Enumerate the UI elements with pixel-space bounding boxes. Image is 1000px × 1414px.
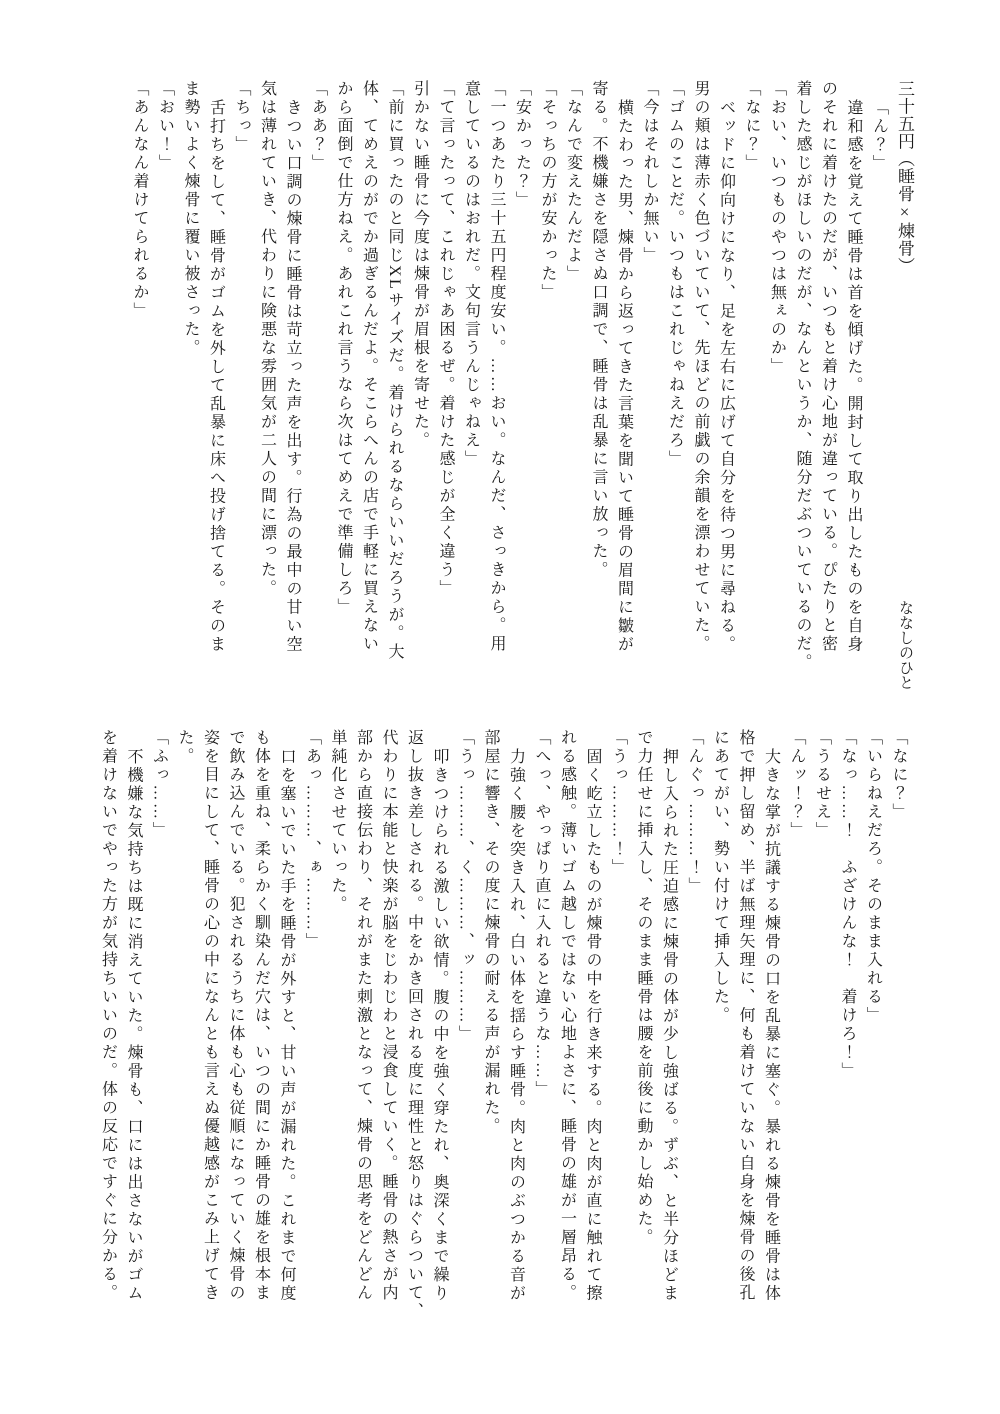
text-line: のそれに着けたのだが、いつもと着け心地が違っている。ぴたりと密 [819, 80, 837, 654]
text-line: 「て言ったって、これじゃあ困るぜ。着けた感じが全く違う」 [437, 80, 454, 598]
text-line: にあてがい、勢い付けて挿入した。 [711, 729, 729, 1025]
text-line: 「へっ、やっぱり直に入れると違うな……」 [533, 729, 550, 1099]
title-column [892, 80, 918, 690]
text-line: 代わりに本能と快楽が脳をじわじわと浸食していく。睡骨の熱さが内 [380, 729, 397, 1303]
text-line: 気は薄れていき、代わりに険悪な雰囲気が二人の間に漂った。 [258, 80, 276, 598]
text-line: 「うるせえ」 [813, 729, 831, 840]
text-line: た。 [176, 729, 193, 766]
text-line: 格で押し留め、半ば無理矢理に、何も着けていない自身を煉骨の後孔 [737, 729, 754, 1303]
text-line: 固く屹立したものが煉骨の中を行き来する。肉と肉が直に触れて擦 [584, 747, 601, 1303]
text-line: 「いらねえだろ。そのまま入れる」 [864, 729, 882, 1025]
text-line: 「なんで変えたんだよ」 [564, 80, 582, 284]
text-line: 叩きつけられる激しい欲情。腹の中を強く穿たれ、奥深くまで繰り [431, 747, 448, 1303]
text-line: きつい口調の煉骨に睡骨は苛立った声を出す。行為の最中の甘い空 [284, 98, 301, 654]
text-line: 男の頬は薄赤く色づいていて、先ほどの前戯の余韻を漂わせていた。 [692, 80, 709, 654]
text-line: 「ゴムのことだ。いつもはこれじゃねえだろ」 [666, 80, 684, 469]
text-line: 寄る。不機嫌さを隠さぬ口調で、睡骨は乱暴に言い放った。 [590, 80, 607, 580]
text-line: 力強く腰を突き入れ、白い体を揺らす睡骨。肉と肉のぶつかる音が [507, 747, 525, 1303]
text-line: 着した感じがほしいのだが、なんというか、随分だぶついているのだ。 [794, 80, 811, 672]
text-line: 「なに？」 [743, 80, 760, 173]
text-line: 「あっ………、ぁ………」 [303, 729, 321, 951]
title-author-spacer [892, 275, 918, 601]
text-line: ベッドに仰向けになり、足を左右に広げて自分を待つ男に尋ねる。 [717, 98, 735, 654]
text-line: れる感触。薄いゴム越しではない心地よさに、睡骨の雄が一層昂る。 [558, 729, 576, 1303]
text-line: 「なに？」 [890, 729, 907, 822]
text-line: 口を塞いでいた手を睡骨が外すと、甘い声が漏れた。これまで何度 [278, 747, 295, 1303]
text-line: 「あんなん着けてられるか」 [131, 80, 148, 321]
text-line: 部から直接伝わり、それがまた刺激となって、煉骨の思考をどんどん [354, 729, 372, 1303]
text-line: から面倒で仕方ねえ。あれこれ言うなら次はてめえで準備しろ」 [335, 80, 352, 617]
text-line: 違和感を覚えて睡骨は首を傾げた。開封して取り出したものを自身 [845, 98, 862, 654]
text-line: ま勢いよく煉骨に覆い被さった。 [182, 80, 199, 358]
text-line: 「安かった？」 [513, 80, 531, 210]
text-line: 「おい、いつものやつは無ぇのか」 [768, 80, 786, 376]
text-line: 大きな掌が抗議する煉骨の口を乱暴に塞ぐ。暴れる煉骨を睡骨は体 [762, 747, 780, 1303]
text-line: 「そっちの方が安かった」 [539, 80, 556, 302]
text-line: 「ちっ」 [233, 80, 250, 154]
text-line: 不機嫌な気持ちは既に消えていた。煉骨も、口には出さないがゴム [125, 747, 142, 1303]
story-author: ななしのひと [897, 600, 913, 690]
story-section-continuation [95, 729, 911, 1339]
text-line: で飲み込んでいる。犯されるうちに体も心も従順になっていく煉骨の [227, 729, 244, 1303]
text-line: を着けないでやった方が気持ちいいのだ。体の反応ですぐに分かる。 [99, 729, 117, 1303]
text-line: で力任せに挿入し、そのまま睡骨は腰を前後に動かし始めた。 [635, 729, 652, 1247]
text-line: 単純化させていった。 [329, 729, 346, 914]
text-line: 「うっ………！」 [609, 729, 627, 877]
text-line: 姿を目にして、睡骨の心の中になんとも言えぬ優越感がこみ上げてき [201, 729, 219, 1303]
text-line: 「んぐっ………！」 [686, 729, 703, 896]
story-section-opening [127, 80, 918, 690]
text-line: 「今はそれしか無い」 [641, 80, 658, 265]
text-line: 「おい！」 [156, 80, 174, 173]
text-line: 「ああ？」 [309, 80, 327, 173]
text-line: 「ん？」 [870, 98, 888, 173]
text-line: 「なっ……！ ふざけんな！ 着けろ！」 [839, 729, 856, 1081]
text-line: 部屋に響き、その度に煉骨の耐える声が漏れた。 [482, 729, 499, 1136]
text-line: 引かない睡骨に今度は煉骨が眉根を寄せた。 [411, 80, 429, 450]
text-line: 「ふっ……」 [150, 729, 168, 840]
text-line: 舌打ちをして、睡骨がゴムを外して乱暴に床へ投げ捨てる。そのま [207, 98, 225, 654]
text-line: 「前に買ったのと同じXLサイズだ。着けられるならいいだろうが。大 [386, 80, 403, 662]
text-line: 「んッ！？」 [788, 729, 805, 840]
text-line: 押し入られた圧迫感に煉骨の体が少し強ばる。ずぶ、と半分ほどま [660, 747, 678, 1303]
text-line: 「一つあたり三十五円程度安い。……おい。なんだ、さっきから。用 [488, 80, 505, 654]
text-line: 返し抜き差しされる。中をかき回される度に理性と怒りはぐらついて、 [405, 729, 423, 1321]
text-line: 体、てめえのがでか過ぎるんだよ。そこらへんの店で手軽に買えない [360, 80, 378, 654]
text-line: 「うっ………、く………、ッ………」 [456, 729, 474, 1044]
text-line: 意しているのはおれだ。文句言うんじゃねえ」 [462, 80, 480, 469]
text-line: も体を重ね、柔らかく馴染んだ穴は、いつの間にか睡骨の雄を根本ま [252, 729, 270, 1303]
text-line: 横たわった男、煉骨から返ってきた言葉を聞いて睡骨の眉間に皺が [615, 98, 633, 654]
story-title: 三十五円（睡骨×煉骨） [895, 80, 914, 275]
